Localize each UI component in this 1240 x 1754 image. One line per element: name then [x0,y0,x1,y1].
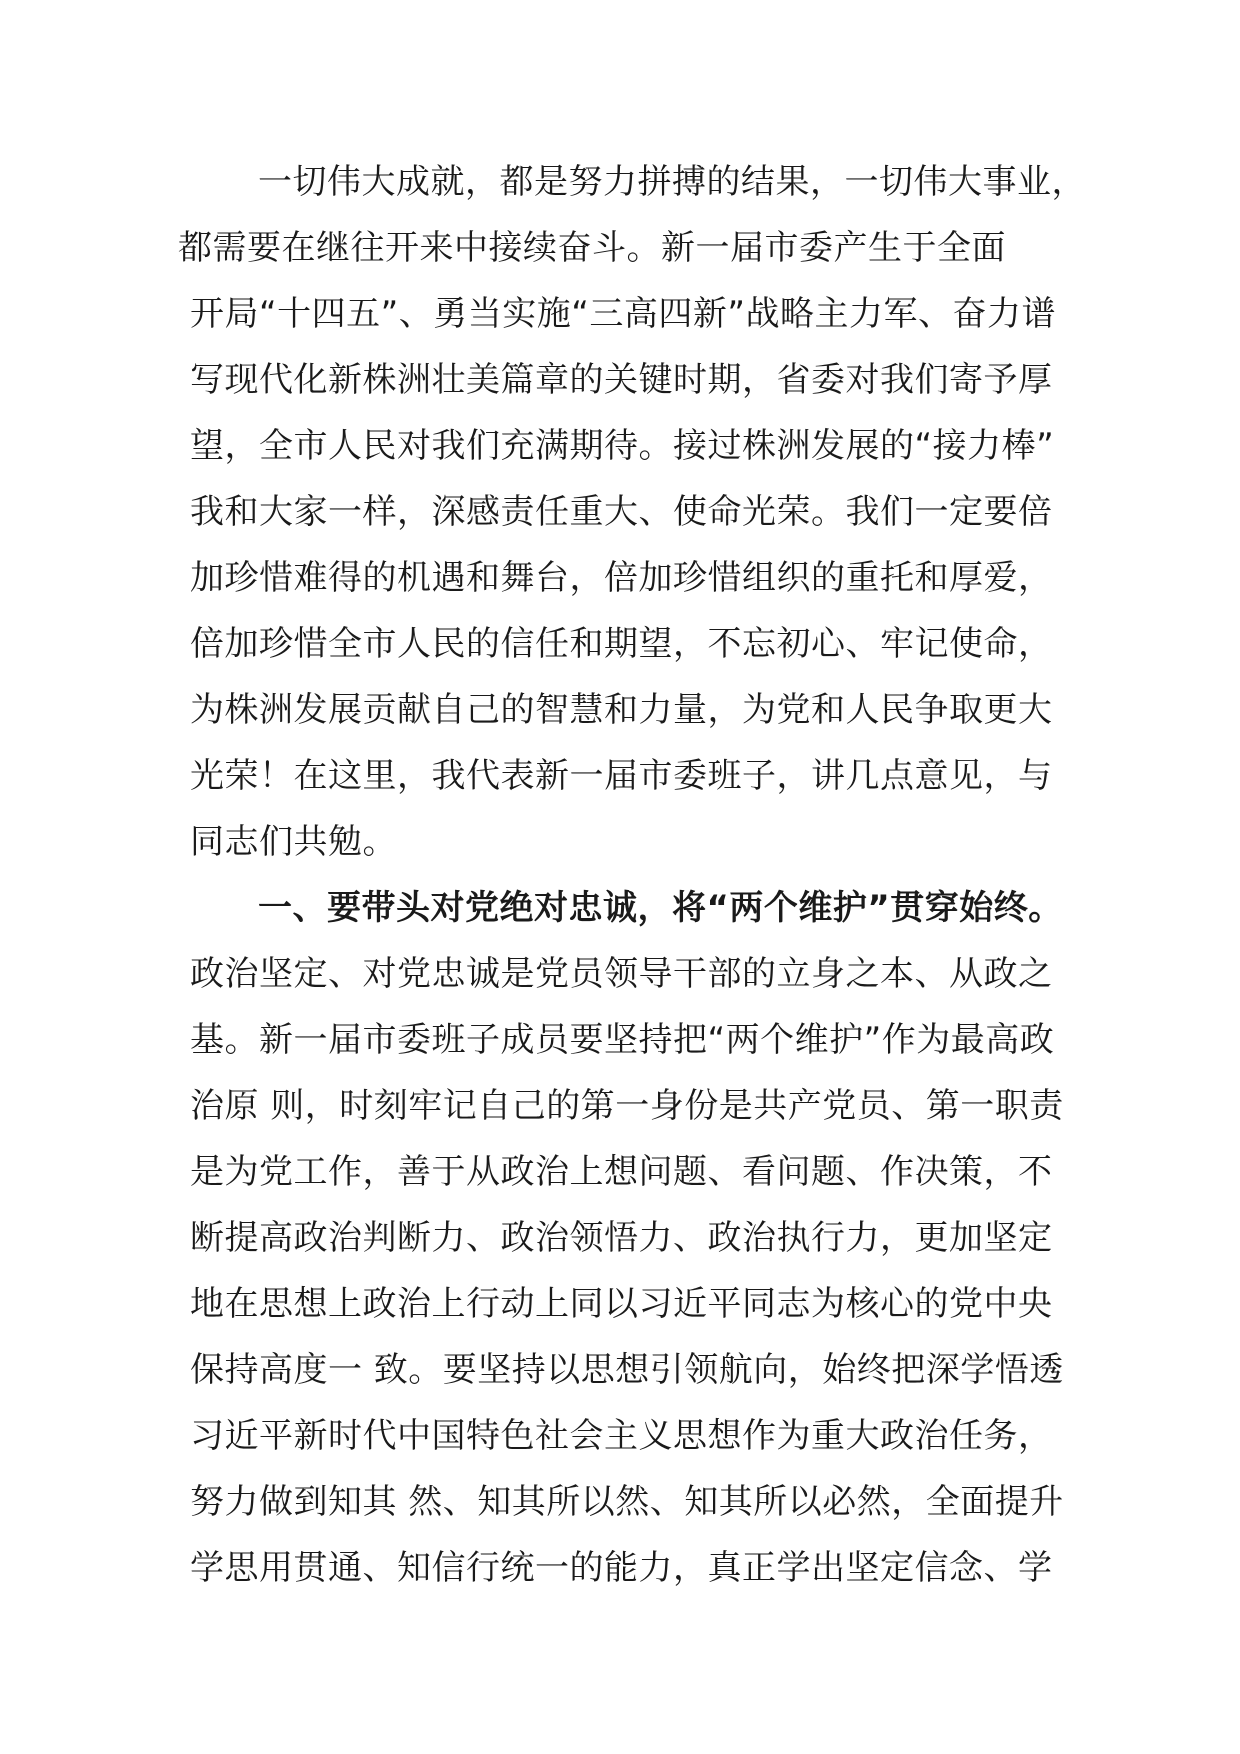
paragraph-line: 政治坚定、对党忠诚是党员领导干部的立身之本、从政之 [190,954,1053,994]
paragraph-line: 地在思想上政治上行动上同以习近平同志为核心的党中央 [190,1284,1053,1324]
paragraph-line: 基。新一届市委班子成员要坚持把“两个维护”作为最高政 [190,1020,1055,1060]
paragraph-line: 断提高政治判断力、政治领悟力、政治执行力，更加坚定 [190,1218,1053,1258]
paragraph-line: 加珍惜难得的机遇和舞台，倍加珍惜组织的重托和厚爱， [190,558,1053,598]
paragraph-line: 我和大家一样，深感责任重大、使命光荣。我们一定要倍 [190,492,1053,532]
paragraph-line: 同志们共勉。 [190,822,397,862]
paragraph-line: 一切伟大成就，都是努力拼搏的结果，一切伟大事业， [258,162,1086,202]
paragraph-line: 保持高度一 致。要坚持以思想引领航向，始终把深学悟透 [190,1350,1064,1390]
paragraph-line: 学思用贯通、知信行统一的能力，真正学出坚定信念、学 [190,1548,1053,1588]
paragraph-line: 都需要在继往开来中接续奋斗。新一届市委产生于全面 [178,228,1006,268]
paragraph-line: 是为党工作，善于从政治上想问题、看问题、作决策，不 [190,1152,1053,1192]
section-heading: 一、要带头对党绝对忠诚，将“两个维护”贯穿始终。 [258,888,1063,928]
paragraph-line: 开局“十四五”、勇当实施“三高四新”战略主力军、奋力谱 [190,294,1056,334]
paragraph-line: 写现代化新株洲壮美篇章的关键时期，省委对我们寄予厚 [190,360,1053,400]
paragraph-line: 望，全市人民对我们充满期待。接过株洲发展的“接力棒” [190,426,1055,466]
paragraph-line: 治原 则，时刻牢记自己的第一身份是共产党员、第一职责 [190,1086,1064,1126]
paragraph-line: 光荣！在这里，我代表新一届市委班子，讲几点意见，与 [190,756,1053,796]
paragraph-line: 倍加珍惜全市人民的信任和期望，不忘初心、牢记使命， [190,624,1053,664]
paragraph-line: 努力做到知其 然、知其所以然、知其所以必然，全面提升 [190,1482,1064,1522]
paragraph-line: 习近平新时代中国特色社会主义思想作为重大政治任务， [190,1416,1053,1456]
paragraph-line: 为株洲发展贡献自己的智慧和力量，为党和人民争取更大 [190,690,1053,730]
